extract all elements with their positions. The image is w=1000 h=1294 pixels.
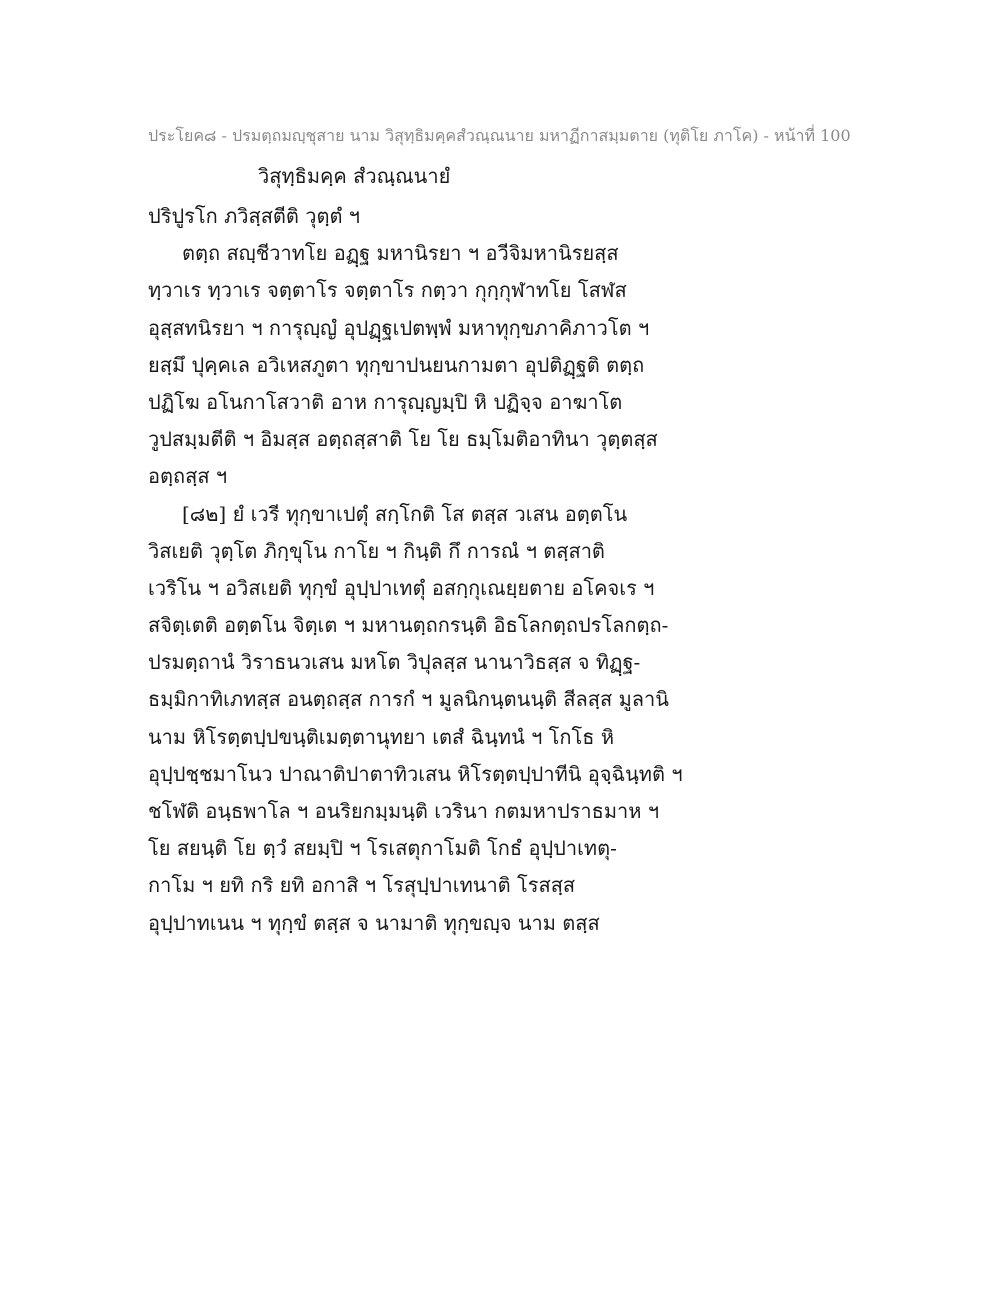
text-line: อุปฺปาทเนน ฯ ทุกฺขํ ตสฺส จ นามาติ ทุกฺขญฺจ นาม ตสฺส <box>148 910 600 935</box>
text-line: ทฺวาเร ทฺวาเร จตฺตาโร จตฺตาโร กตฺวา กุกฺกุฬาทโย โสฬส <box>148 278 627 303</box>
text-line: วูปสมฺมตีติ ฯ อิมสฺส อตฺถสฺสาติ โย โย ธมฺโมติอาทินา วุตฺตสฺส <box>148 427 658 452</box>
text-line: เวริโน ฯ อวิสเยติ ทุกฺขํ อุปฺปาเทตุํ อสกฺกุเณยฺยตาย อโคจเร ฯ <box>148 575 655 600</box>
text-line: นาม หิโรตฺตปฺปขนฺติเมตฺตานุทยา เตสํ ฉินฺทนํ ฯ โกโธ หิ <box>148 724 615 749</box>
text-line: อุปฺปชฺชมาโนว ปาณาติปาตาทิวเสน หิโรตฺตปฺปาทีนิ อุจฺฉินฺทติ ฯ <box>148 761 683 786</box>
running-header: ประโยค๘ - ปรมตฺถมญฺชุสาย นาม วิสุทฺธิมคฺคสํวณฺณนาย มหาฏีกาสมฺมตาย (ทุติโย ภาโค) - หน้าที่ 100 <box>148 126 851 145</box>
text-line: อตฺถสฺส ฯ <box>148 464 228 489</box>
text-line: ธมฺมิกาทิเภทสฺส อนตฺถสฺส การกํ ฯ มูลนิกนฺตนนฺติ สีลสฺส มูลานิ <box>148 687 669 712</box>
text-line: ปรมตฺถานํ วิราธนวเสน มหโต วิปุลสฺส นานาวิธสฺส จ ทิฏฺฐ- <box>148 650 641 675</box>
text-line: โย สยนฺติ โย ตฺวํ สยมฺปิ ฯ โรเสตุกาโมติ โกธํ อุปฺปาเทตุ- <box>148 836 617 861</box>
section-title: วิสุทฺธิมคฺค สํวณฺณนายํ <box>258 164 451 188</box>
text-line: ชโฬติ อนฺธพาโล ฯ อนริยกมฺมนฺติ เวรินา กตมหาปราธมาห ฯ <box>148 799 660 823</box>
text-line: อุสฺสทนิรยา ฯ การุญฺญํ อุปฏฺฐเปตพฺพํ มหาทุกฺขภาคิภาวโต ฯ <box>148 315 650 340</box>
text-line: สจิตฺเตติ อตฺตโน จิตฺเต ฯ มหานตฺถกรนฺติ อิธโลกตฺถปรโลกตฺถ- <box>148 613 669 638</box>
text-line: ตตฺถ สญฺชีวาทโย อฏฺฐ มหานิรยา ฯ อวีจิมหานิรยสฺส <box>182 241 619 266</box>
text-line: ปฏิโฆ อโนกาโสวาติ อาห การุญฺญมฺปิ หิ ปฏิจฺจ อาฆาโต <box>148 389 623 414</box>
text-line: ปริปูรโก ภวิสฺสตีติ วุตฺตํ ฯ <box>148 204 361 228</box>
body-text <box>148 198 848 942</box>
text-line: [๘๒] ยํ เวรี ทุกฺขาเปตุํ สกฺโกติ โส ตสฺส วเสน อตฺตโน <box>182 501 628 526</box>
text-line: ยสฺมึ ปุคฺคเล อวิเหสภูตา ทุกฺขาปนยนกามตา อุปติฏฺฐติ ตตฺถ <box>148 352 645 377</box>
text-line: กาโม ฯ ยทิ กริ ยทิ อกาสิ ฯ โรสุปฺปาเทนาติ โรสสฺส <box>148 873 576 898</box>
text-line: วิสเยติ วุตฺโต ภิกฺขุโน กาโย ฯ กินฺติ กึ การณํ ฯ ตสฺสาติ <box>148 538 605 563</box>
